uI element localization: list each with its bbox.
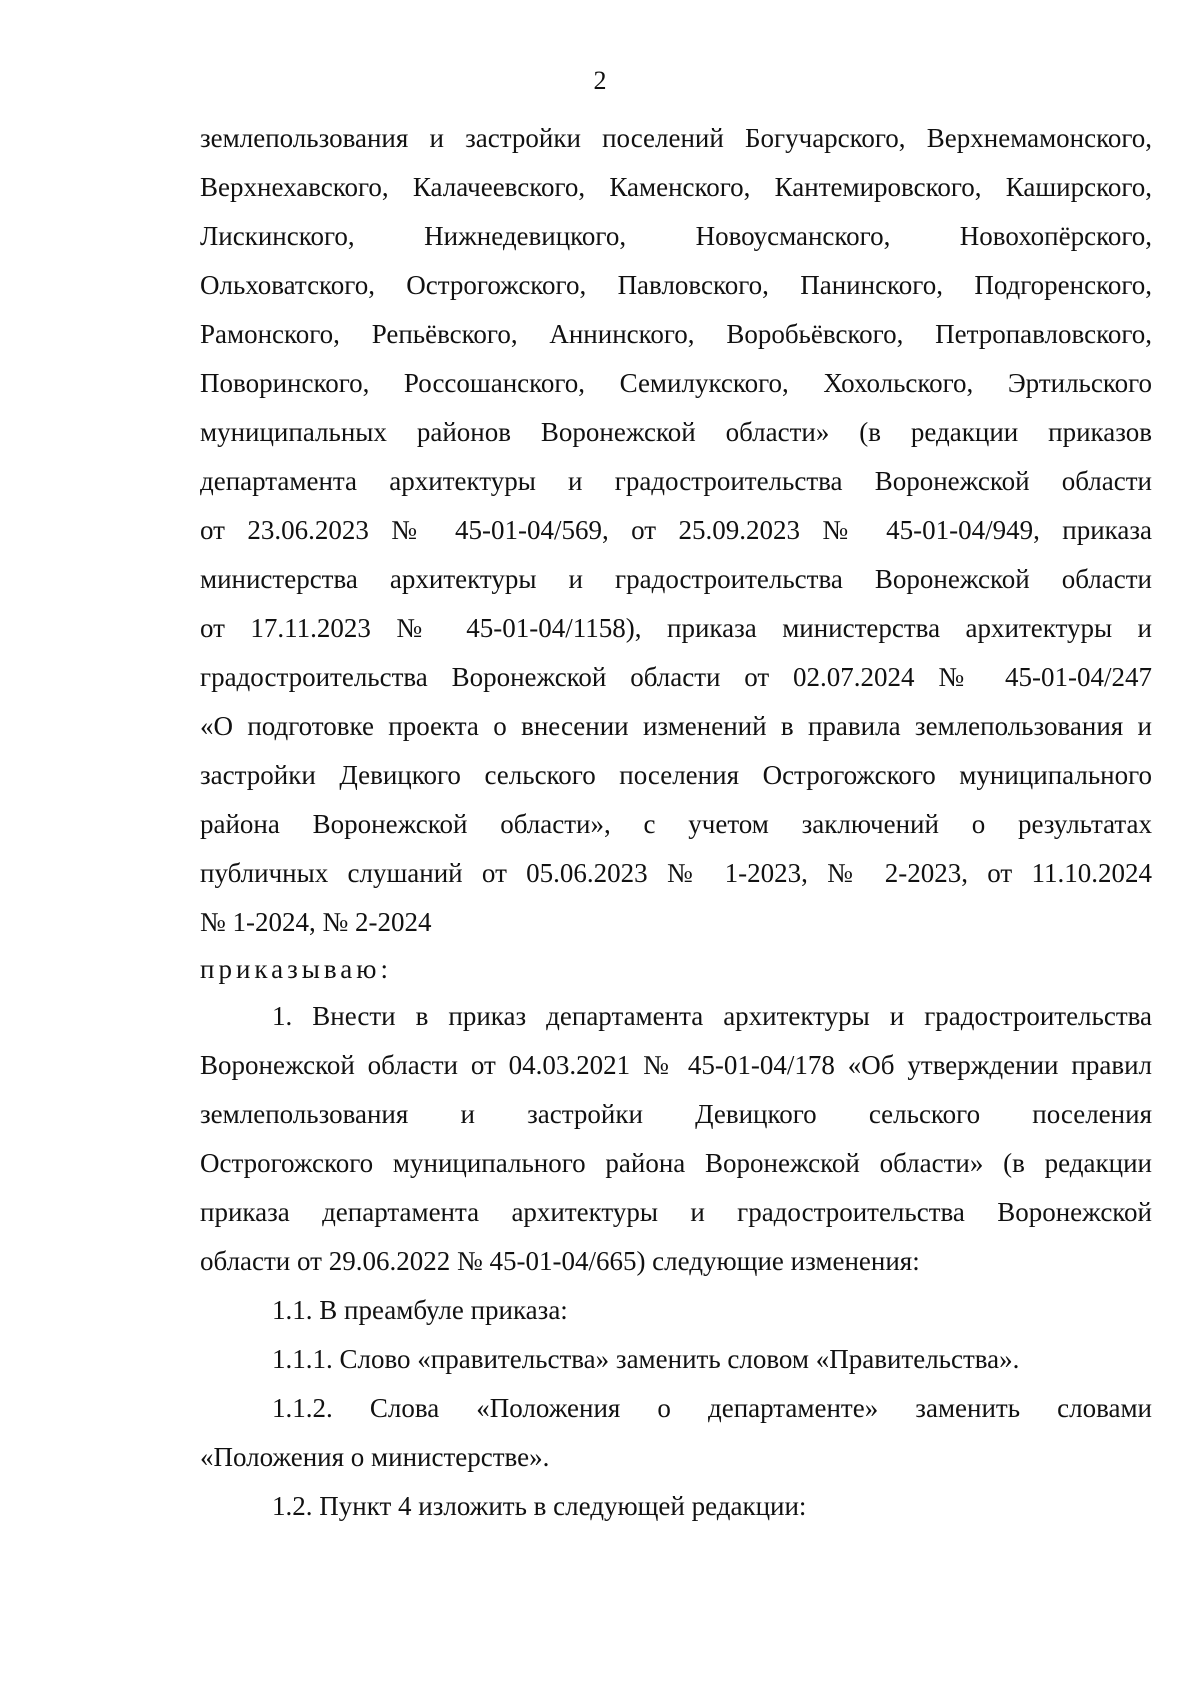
document-body [200, 114, 1152, 1531]
text-line: землепользования и застройки Девицкого сельского поселения [200, 1099, 1152, 1129]
text-line: приказа департамента архитектуры и градостроительства Воронежской [200, 1197, 1152, 1227]
text-line: Рамонского, Репьёвского, Аннинского, Воробьёвского, Петропавловского, [200, 319, 1152, 349]
text-line: Ольховатского, Острогожского, Павловского, Панинского, Подгоренского, [200, 270, 1152, 300]
text-line: от 17.11.2023 № 45-01-04/1158), приказа министерства архитектуры и [200, 613, 1152, 643]
text-line: публичных слушаний от 05.06.2023 № 1-2023, № 2-2023, от 11.10.2024 [200, 858, 1152, 888]
text-line: Лискинского, Нижнедевицкого, Новоусманского, Новохопёрского, [200, 221, 1152, 251]
text-line: Верхнехавского, Калачеевского, Каменского, Кантемировского, Каширского, [200, 172, 1152, 202]
text-line: Поворинского, Россошанского, Семилукского, Хохольского, Эртильского [200, 368, 1152, 398]
clause-1-2-line: 1.2. Пункт 4 изложить в следующей редакции: [272, 1491, 807, 1521]
clause-1-1-line: 1.1. В преамбуле приказа: [272, 1295, 568, 1325]
text-line: муниципальных районов Воронежской области» (в редакции приказов [200, 417, 1152, 447]
text-line: градостроительства Воронежской области от 02.07.2024 № 45-01-04/247 [200, 662, 1152, 692]
text-line: Воронежской области от 04.03.2021 № 45-01-04/178 «Об утверждении правил [200, 1050, 1152, 1080]
text-line: района Воронежской области», с учетом заключений о результатах [200, 809, 1152, 839]
clause-1-1-1-line: 1.1.1. Слово «правительства» заменить словом «Правительства». [272, 1344, 1020, 1374]
text-line: землепользования и застройки поселений Богучарского, Верхнемамонского, [200, 123, 1152, 153]
text-line: министерства архитектуры и градостроительства Воронежской области [200, 564, 1152, 594]
order-word: приказываю: [200, 954, 392, 984]
text-line: застройки Девицкого сельского поселения Острогожского муниципального [200, 760, 1152, 790]
text-line: «Положения о министерстве». [200, 1442, 550, 1472]
text-line: № 1-2024, № 2-2024 [200, 907, 432, 937]
text-line: от 23.06.2023 № 45-01-04/569, от 25.09.2023 № 45-01-04/949, приказа [200, 515, 1152, 545]
clause-1-line: 1. Внести в приказ департамента архитектуры и градостроительства [272, 1001, 1152, 1031]
text-line: департамента архитектуры и градостроительства Воронежской области [200, 466, 1152, 496]
text-line: области от 29.06.2022 № 45-01-04/665) следующие изменения: [200, 1246, 920, 1276]
text-line: «О подготовке проекта о внесении изменений в правила землепользования и [200, 711, 1152, 741]
page-number: 2 [593, 66, 607, 95]
text-line: Острогожского муниципального района Воронежской области» (в редакции [200, 1148, 1152, 1178]
clause-1-1-2-line: 1.1.2. Слова «Положения о департаменте» заменить словами [272, 1393, 1152, 1423]
